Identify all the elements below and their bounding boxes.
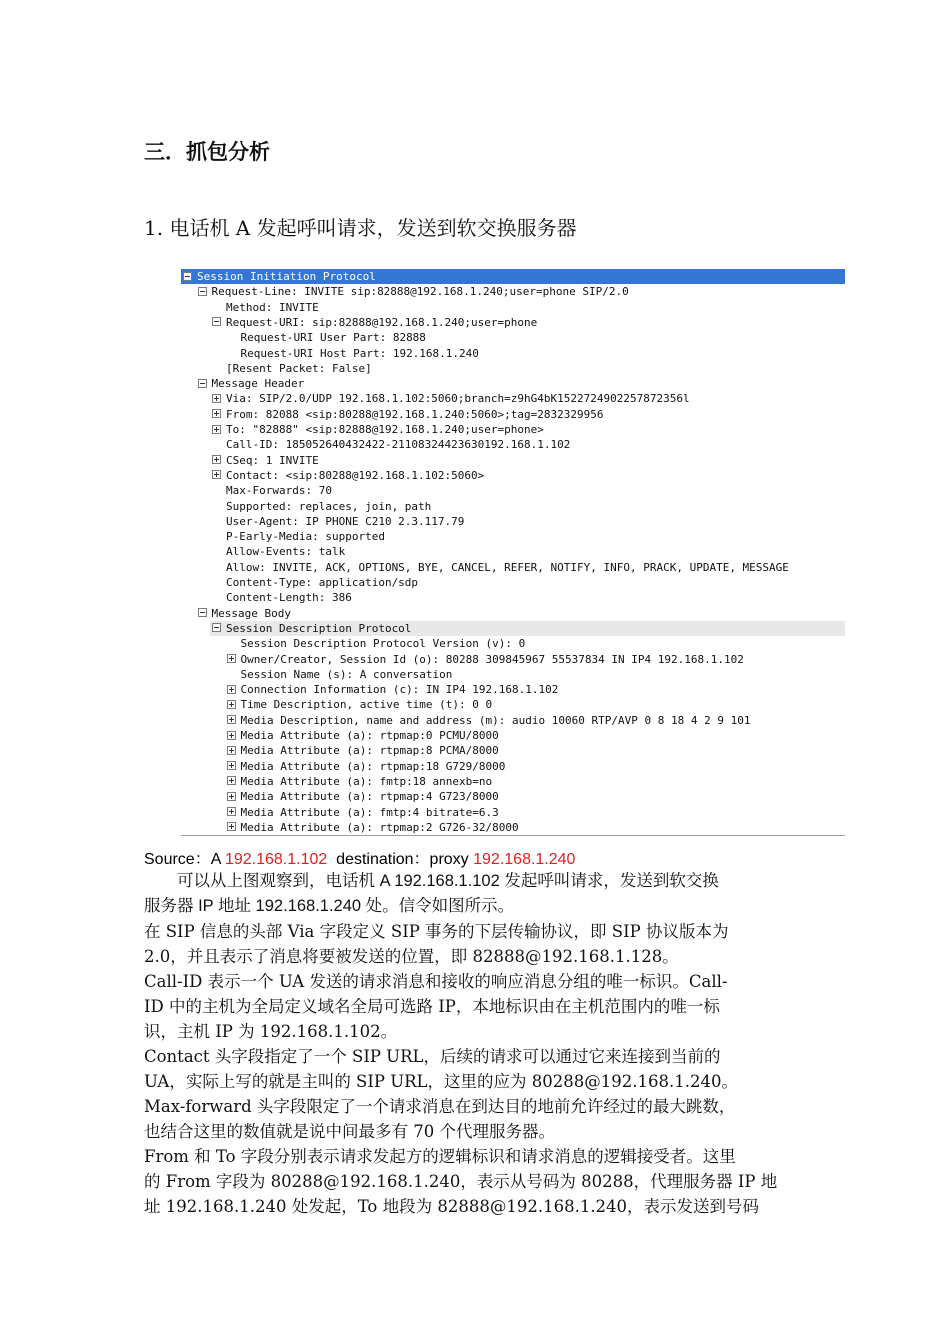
tree-row[interactable] [181,346,845,361]
tree-row-label: Request-URI: sip:82888@192.168.1.240;user=phone [226,315,538,329]
tree-row[interactable] [181,682,845,697]
tree-row-label: Request-Line: INVITE sip:82888@192.168.1.240;user=phone SIP/2.0 [211,285,629,299]
expand-plus-icon[interactable] [212,394,221,403]
source-destination-line [144,846,575,869]
expand-plus-icon[interactable] [227,715,236,724]
paragraph-line: 址 192.168.1.240 处发起，To 地段为 82888@192.168.1.240，表示发送到号码 [144,1197,760,1216]
tree-row[interactable] [181,774,845,789]
collapse-minus-icon[interactable] [183,272,192,281]
tree-row-label: Message Body [211,606,291,620]
tree-row-label: Request-URI User Part: 82888 [240,331,426,345]
expand-plus-icon[interactable] [227,685,236,694]
tree-row-label: From: 82088 <sip:80288@192.168.1.240:5060>;tag=2832329956 [226,407,604,421]
paragraph-line: Call-ID 表示一个 UA 发送的请求消息和接收的响应消息分组的唯一标识。Call- [144,972,728,991]
source-ip: 192.168.1.102 [224,851,328,868]
tree-row-label: Session Description Protocol [226,621,412,635]
tree-row-label: Connection Information (c): IN IP4 192.168.1.102 [240,683,559,697]
tree-row-label: Message Header [211,377,305,391]
tree-row[interactable] [181,300,845,315]
tree-row[interactable] [181,820,845,835]
paragraph-line: 在 SIP 信息的头部 Via 字段定义 SIP 事务的下层传输协议，即 SIP 协议版本为 [144,922,729,941]
tree-row-label: Media Attribute (a): rtpmap:8 PCMA/8000 [240,744,499,758]
tree-row[interactable] [181,560,845,575]
tree-row[interactable] [181,606,845,621]
destination-label: destination：proxy [327,851,474,868]
collapse-minus-icon[interactable] [198,287,207,296]
tree-row[interactable] [181,590,845,605]
tree-row[interactable] [181,468,845,483]
tree-row[interactable] [181,330,845,345]
tree-row-label: Session Description Protocol Version (v): 0 [240,637,526,651]
tree-row[interactable] [181,284,845,299]
tree-row[interactable] [181,743,845,758]
tree-row-label: [Resent Packet: False] [226,361,372,375]
tree-row[interactable] [181,499,845,514]
expand-plus-icon[interactable] [212,425,221,434]
tree-row[interactable] [181,667,845,682]
tree-row[interactable] [181,361,845,376]
collapse-minus-icon[interactable] [212,317,221,326]
tree-row-label: Contact: <sip:80288@192.168.1.102:5060> [226,468,485,482]
tree-row-label: Media Attribute (a): fmtp:4 bitrate=6.3 [240,805,499,819]
tree-row[interactable] [181,529,845,544]
tree-row-label: Allow: INVITE, ACK, OPTIONS, BYE, CANCEL, REFER, NOTIFY, INFO, PRACK, UPDATE, MESSAGE [226,560,789,574]
paragraph-line: 的 From 字段为 80288@192.168.1.240，表示从号码为 80288，代理服务器 IP 地 [144,1172,778,1191]
tree-row-label: Owner/Creator, Session Id (o): 80288 309845967 55537834 IN IP4 192.168.1.102 [240,652,744,666]
tree-row[interactable] [181,713,845,728]
expand-plus-icon[interactable] [227,822,236,831]
tree-row-label: Media Attribute (a): rtpmap:2 G726-32/8000 [240,820,519,834]
paragraph-line: ID 中的主机为全局定义域名全局可选路 IP，本地标识由在主机范围内的唯一标 [144,997,720,1016]
paragraph-line: 2.0，并且表示了消息将要被发送的位置，即 82888@192.168.1.128。 [144,947,679,966]
expand-plus-icon[interactable] [227,807,236,816]
collapse-minus-icon[interactable] [198,379,207,388]
source-label: Source：A [144,851,225,868]
paragraph-line: 也结合这里的数值就是说中间最多有 70 个代理服务器。 [144,1122,555,1141]
tree-row-label: Media Attribute (a): rtpmap:0 PCMU/8000 [240,729,499,742]
paragraph-line: 服务器 IP 地址 192.168.1.240 处。信令如图所示。 [144,897,515,915]
tree-row-label: Session Initiation Protocol [197,270,376,283]
collapse-minus-icon[interactable] [198,608,207,617]
tree-row[interactable] [181,636,845,651]
tree-row-label: Media Attribute (a): fmtp:18 annexb=no [240,774,493,788]
subsection-heading: 1. 电话机 A 发起呼叫请求，发送到软交换服务器 [144,216,577,240]
destination-ip: 192.168.1.240 [473,851,576,868]
paragraph-line: 可以从上图观察到，电话机 A 192.168.1.102 发起呼叫请求，发送到软交换 [144,872,719,890]
expand-plus-icon[interactable] [227,654,236,663]
tree-row-label: Session Name (s): A conversation [240,667,453,681]
tree-row-label: CSeq: 1 INVITE [226,453,319,467]
tree-row[interactable] [181,483,845,498]
tree-row-label: Max-Forwards: 70 [226,484,332,498]
tree-row-label: Media Description, name and address (m): audio 10060 RTP/AVP 0 8 18 4 2 9 101 [240,713,751,727]
tree-row-label: To: "82888" <sip:82888@192.168.1.240;user=phone> [226,423,544,436]
paragraph-line: Contact 头字段指定了一个 SIP URL，后续的请求可以通过它来连接到当前的 [144,1047,721,1066]
tree-row-label: Allow-Events: talk [226,545,346,559]
tree-row-label: User-Agent: IP PHONE C210 2.3.117.79 [226,514,465,528]
tree-row[interactable] [181,575,845,590]
tree-row-label: Content-Type: application/sdp [226,576,419,589]
expand-plus-icon[interactable] [227,761,236,770]
paragraph-line: UA，实际上写的就是主叫的 SIP URL，这里的应为 80288@192.168.1.240。 [144,1072,738,1091]
tree-row-label: Method: INVITE [226,300,319,314]
tree-row[interactable] [181,269,845,284]
tree-row[interactable] [181,453,845,468]
tree-row[interactable] [181,514,845,529]
tree-row-label: Media Attribute (a): rtpmap:18 G729/8000 [240,759,506,773]
tree-row-label: Call-ID: 185052640432422-21108324423630192.168.1.102 [226,438,571,452]
section-heading: 三．抓包分析 [144,140,270,164]
tree-row[interactable] [181,376,845,391]
expand-plus-icon[interactable] [227,700,236,709]
collapse-minus-icon[interactable] [212,623,221,632]
expand-plus-icon[interactable] [212,409,221,418]
expand-plus-icon[interactable] [227,731,236,740]
tree-row-label: Media Attribute (a): rtpmap:4 G723/8000 [240,790,499,804]
paragraph-line: From 和 To 字段分别表示请求发起方的逻辑标识和请求消息的逻辑接受者。这里 [144,1147,736,1166]
tree-row-label: Supported: replaces, join, path [226,499,432,513]
tree-row[interactable] [181,422,845,437]
expand-plus-icon[interactable] [227,776,236,785]
paragraph-line: Max-forward 头字段限定了一个请求消息在到达目的地前允许经过的最大跳数， [144,1097,736,1116]
tree-row-label: Request-URI Host Part: 192.168.1.240 [240,346,479,360]
tree-row[interactable] [181,315,845,330]
expand-plus-icon[interactable] [227,746,236,755]
tree-row[interactable] [181,728,845,743]
tree-row[interactable] [181,652,845,667]
tree-row[interactable] [181,697,845,712]
tree-row[interactable] [181,759,845,774]
packet-details-tree [181,269,845,836]
tree-row[interactable] [181,789,845,804]
tree-row-label: Time Description, active time (t): 0 0 [240,698,493,712]
tree-row[interactable] [181,805,845,820]
expand-plus-icon[interactable] [212,455,221,464]
tree-row[interactable] [181,407,845,422]
tree-row-label: Content-Length: 386 [226,591,352,605]
paragraph-line: 识，主机 IP 为 192.168.1.102。 [144,1022,398,1041]
expand-plus-icon[interactable] [212,470,221,479]
tree-row[interactable] [181,391,845,406]
expand-plus-icon[interactable] [227,792,236,801]
tree-row[interactable] [210,621,845,636]
tree-row-label: Via: SIP/2.0/UDP 192.168.1.102:5060;branch=z9hG4bK1522724902257872356l [226,392,690,406]
tree-row-label: P-Early-Media: supported [226,530,385,544]
tree-row[interactable] [181,437,845,452]
tree-row[interactable] [181,544,845,559]
